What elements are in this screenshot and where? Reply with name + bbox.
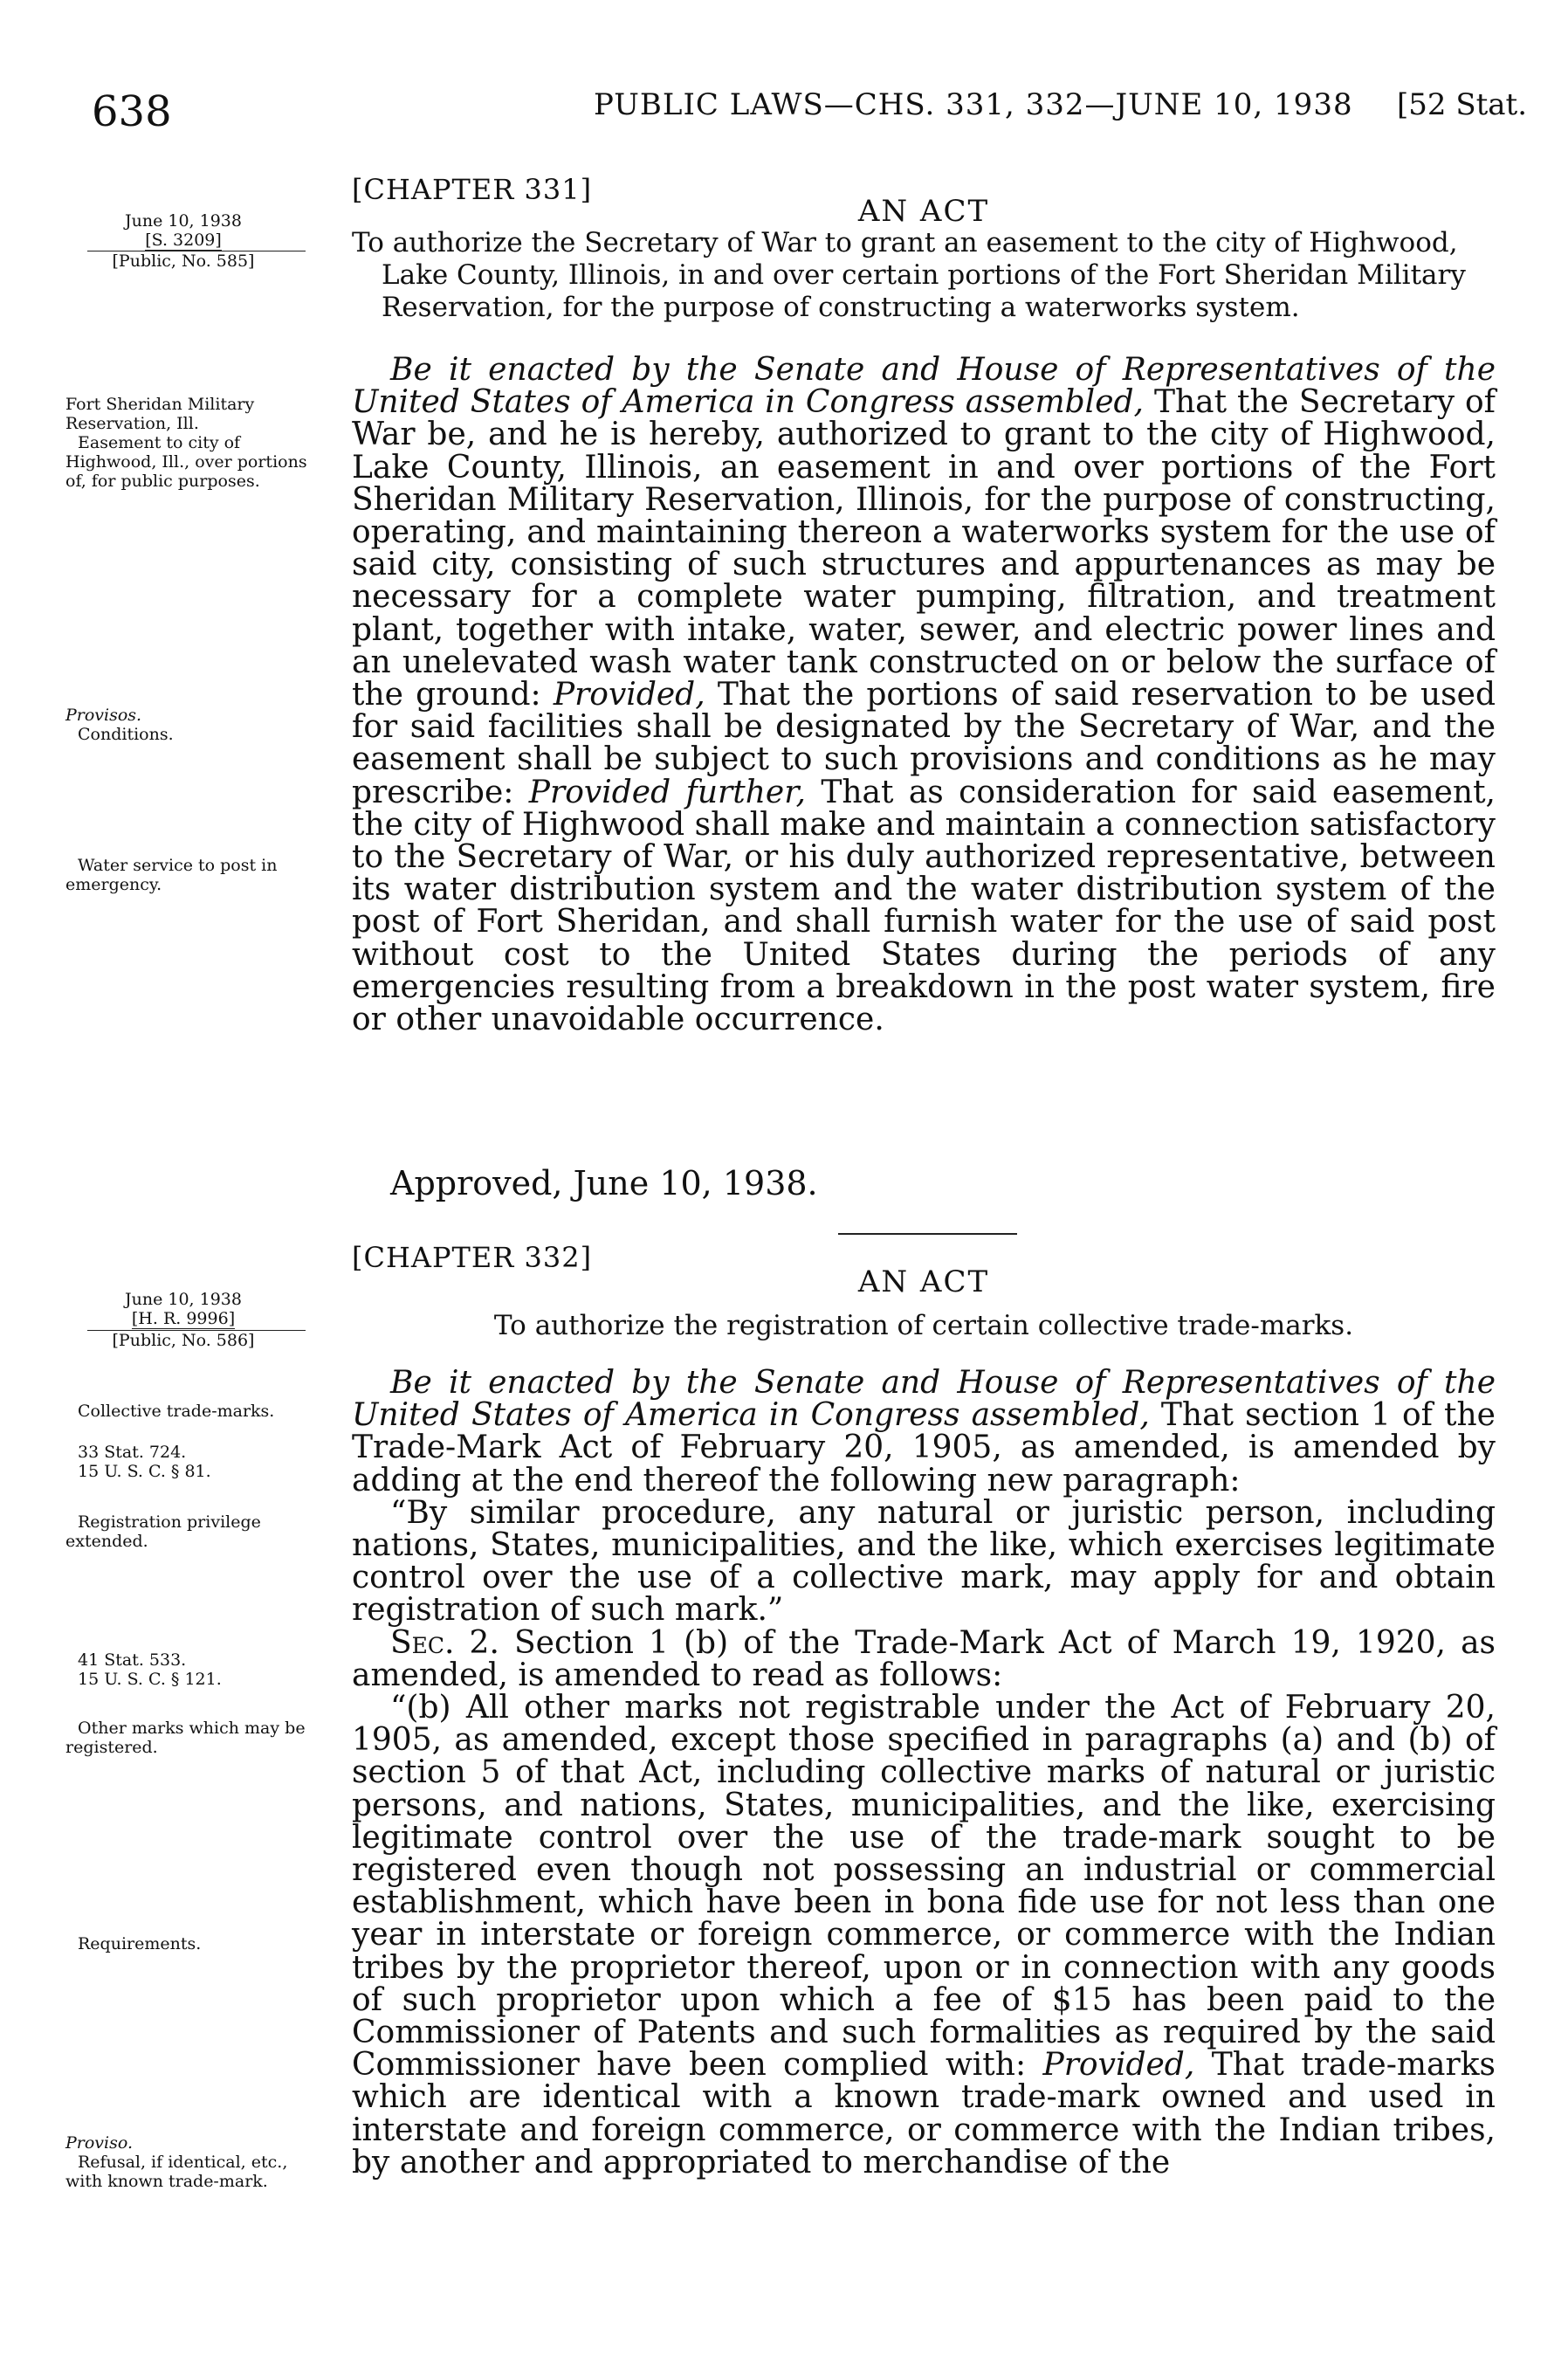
margin-331-topic: Fort Sheridan Military Reservation, Ill. Easement to city of Highwood, Ill., over portions of, for public purposes.: [65, 395, 307, 491]
margin-332-other-marks: Other marks which may be registered.: [65, 1719, 306, 1757]
enacting-clause-331: Be it enacted by the Senate and House of Representatives of the United States of America in Congress assembled,: [352, 352, 1496, 421]
chapter-332-heading: [CHAPTER 332]: [352, 1241, 593, 1274]
margin-332-cite4: 15 U. S. C. § 121.: [78, 1670, 222, 1689]
approved-line: Approved, June 10, 1938.: [390, 1164, 818, 1202]
margin-332-cite3: 41 Stat. 533.: [78, 1650, 187, 1670]
margin-331-provisos: Provisos. Conditions.: [65, 706, 174, 744]
chapter-separator: [838, 1233, 1017, 1235]
margin-332-rule: [87, 1330, 306, 1331]
chapter-332-title: To authorize the registration of certain collective trade-marks.: [493, 1310, 1354, 1341]
quoted-paragraph-1: “By similar procedure, any natural or juristic person, including nations, States, municipalities, and the like, which exercises legitimate control over the use of a collective mark, may apply for and obtain registration of such mark.”: [352, 1494, 1496, 1629]
chapter-332-act-label: AN ACT: [857, 1264, 990, 1299]
volume-reference: [52 Stat.: [1397, 87, 1528, 122]
margin-332-cite1: 33 Stat. 724.: [78, 1443, 187, 1462]
margin-331-bill: [S. 3209]: [145, 231, 222, 250]
quoted-paragraph-2: “(b) All other marks not registrable under the Act of February 20, 1905, as amended, except those specified in paragraphs (a) and (b) of section 5 of that Act, including collective marks of natural or juristic persons, and nations, States, municipalities, and the like, exercising legitimate control over the use of the trade-mark sought to be registered even though not possessing an industrial or commercial establishment, which have been in bona fide use for not less than one year in interstate or foreign commerce, or commerce with the Indian tribes by the proprietor thereof, upon or in connection with any goods of such proprietor upon which a fee of $15 has been paid to the Commissioner of Patents and such formalities as required by the said Commissioner have been complied with:: [352, 1690, 1496, 2084]
margin-332-date: June 10, 1938: [125, 1290, 242, 1309]
margin-331-date: June 10, 1938: [125, 211, 242, 231]
margin-332-cite2: 15 U. S. C. § 81.: [78, 1462, 211, 1481]
margin-332-proviso: Proviso. Refusal, if identical, etc., with known trade-mark.: [65, 2133, 288, 2191]
margin-332-registration: Registration privilege extended.: [65, 1512, 261, 1551]
chapter-331-heading: [CHAPTER 331]: [352, 173, 593, 206]
running-head: PUBLIC LAWS—CHS. 331, 332—JUNE 10, 1938: [594, 87, 1353, 122]
section-2-label: Sec. 2.: [390, 1624, 499, 1661]
chapter-331-title: To authorize the Secretary of War to grant an easement to the city of Highwood, Lake County, Illinois, in and over certain portions of the Fort Sheridan Military Reservation, for the purpose of constructing a waterworks system.: [352, 227, 1466, 323]
enacting-clause-332: Be it enacted by the Senate and House of Representatives of the United States of America in Congress assembled,: [352, 1365, 1496, 1434]
page-number: 638: [92, 87, 172, 136]
margin-332-public: [Public, No. 586]: [112, 1331, 255, 1350]
chapter-332-body: Be it enacted by the Senate and House of Representatives of the United States of America in Congress assembled, That section 1 of the Trade-Mark Act of February 20, 1905, as amended, is amended by adding at the end thereof the following new paragraph: “By similar procedure, any natural or juristic person, including nations, States, municipalities, and the like, which exercises legitimate control over the use of a collective mark, may apply for and obtain registration of such mark.” Sec. 2. Section 1 (b) of the Trade-Mark Act of March 19, 1920, as amended, is amended to read as follows: “(b) All other marks not registrable under the Act of February 20, 1905, as amended, except those specified in paragraphs (a) and (b) of section 5 of that Act, including collective marks of natural or juristic persons, and nations, States, municipalities, and the like, exercising legitimate control over the use of the trade-mark sought to be registered even though not possessing an industrial or commercial establishment, which have been in bona fide use for not less than one year in interstate or foreign commerce, or commerce with the Indian tribes by the proprietor thereof, upon or in connection with any goods of such proprietor upon which a fee of $15 has been paid to the Commissioner of Patents and such formalities as required by the said Commissioner have been complied with: Provided, That trade-marks which are identical with a known trade-mark owned and used in interstate and foreign commerce, or commerce with the Indian tribes, by another and appropriated to merchandise of the: [352, 1365, 1496, 2181]
margin-332-requirements: Requirements.: [78, 1934, 202, 1953]
margin-331-public: [Public, No. 585]: [112, 251, 255, 271]
margin-332-topic: Collective trade-marks.: [78, 1402, 275, 1421]
chapter-331-body: Be it enacted by the Senate and House of Representatives of the United States of America in Congress assembled, That the Secretary of War be, and he is hereby, authorized to grant to the city of Highwood, Lake County, Illinois, an easement in and over portions of the Fort Sheridan Military Reservation, Illinois, for the purpose of constructing, operating, and maintaining thereon a waterworks system for the use of said city, consisting of such structures and appurtenances as may be necessary for a complete water pumping, filtration, and treatment plant, together with intake, water, sewer, and electric power lines and an unelevated wash water tank constructed on or below the surface of the ground: Provided, That the portions of said reservation to be used for said facilities shall be designated by the Secretary of War, and the easement shall be subject to such provisions and conditions as he may prescribe: Provided further, That as consideration for said easement, the city of Highwood shall make and maintain a connection satisfactory to the Secretary of War, or his duly authorized representative, between its water distribution system and the water distribution system of the post of Fort Sheridan, and shall furnish water for the use of said post without cost to the United States during the periods of any emergencies resulting from a breakdown in the post water system, fire or other unavoidable occurrence.: [352, 352, 1496, 1038]
margin-331-water: Water service to post in emergency.: [65, 856, 278, 894]
margin-332-bill: [H. R. 9996]: [131, 1309, 236, 1328]
chapter-331-act-label: AN ACT: [857, 194, 990, 229]
